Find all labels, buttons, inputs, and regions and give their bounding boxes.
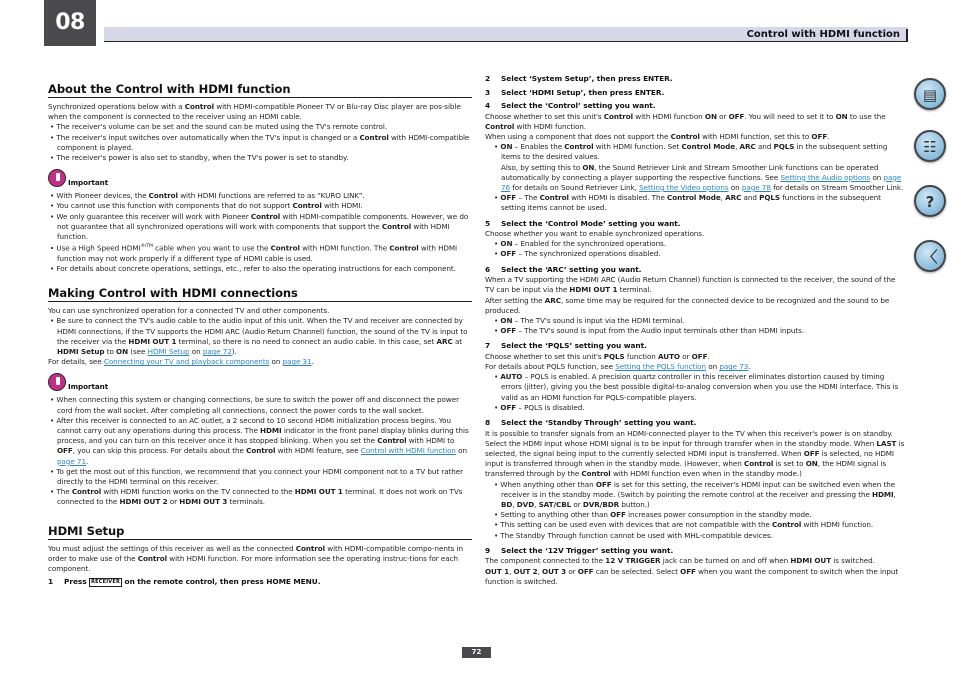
important-label: Important xyxy=(68,178,109,188)
list-item: • The receiver's volume can be set and the sound can be muted using the TV's remote control. xyxy=(50,122,388,132)
chapter-number: 08 xyxy=(44,0,96,46)
link-page-76[interactable]: page 76 xyxy=(501,172,902,192)
list-item: • Use a High Speed $HDMI^{®/TM}$ cable when you want to use the Control with HDMI function. The Control with HDMI function may not work properly if a different type of HDMI cable is used. xyxy=(50,243,458,263)
dictionary-icon[interactable]: 〈 xyxy=(914,240,946,272)
paragraph: When a TV supporting the HDMI ARC (Audio Return Channel) function is connected to the receiver, the sound of the TV can be input via the HDMI OUT 1 terminal. xyxy=(485,275,896,295)
link-page-73[interactable]: page 73 xyxy=(719,362,749,372)
question-icon[interactable]: ? xyxy=(914,185,946,217)
list-item: • ON – The TV's sound is input via the HDMI terminal. xyxy=(494,315,685,325)
link-page-72[interactable]: page 72 xyxy=(202,347,232,357)
paragraph: Choose whether you want to enable synchronized operations. xyxy=(485,229,705,239)
step-9: 9 Select the ‘12V Trigger’ setting you want. xyxy=(485,545,674,555)
paragraph: Choose whether to set this unit's Control with HDMI function ON or OFF. You will need to set it to ON to use the Control with HDMI function. xyxy=(485,111,886,131)
list-item: • The receiver's input switches over automatically when the TV's input is changed or a Control with HDMI-compatible component is played. xyxy=(50,132,470,152)
list-item: • ON – Enables the Control with HDMI function. Set Control Mode, ARC and PQLS in the subsequent setting items to the desired values. xyxy=(494,142,888,162)
section-title-hdmi-setup: HDMI Setup xyxy=(48,524,472,540)
list-item: • After this receiver is connected to an AC outlet, a 2 second to 10 second HDMI initialization process begins. You cannot carry out any operations during this process. The HDMI indicator in the front panel display blinks during this process, and you can turn on this receiver once it has stopped blinking. When you set the Control with HDMI to OFF, you can skip this process. For details about the Control with HDMI feature, see Control with HDMI function on page 71. xyxy=(50,415,469,466)
important-icon xyxy=(48,373,66,391)
list-item: • ON – Enabled for the synchronized operations. xyxy=(494,239,666,249)
list-item: • OFF – PQLS is disabled. xyxy=(494,402,585,412)
paragraph: When using a component that does not support the Control with HDMI function, set this to OFF. xyxy=(485,131,830,141)
paragraph: After setting the ARC, some time may be required for the connected device to be recognized and the sound to be produced. xyxy=(485,295,890,315)
step-3: 3 Select ‘HDMI Setup’, then press ENTER. xyxy=(485,87,665,97)
list-item: • OFF – The TV's sound is input from the Audio input terminals other than HDMI inputs. xyxy=(494,326,805,336)
list-item: • When anything other than OFF is set for this setting, the receiver's HDMI input can be switched even when the receiver is in the standby mode. (Switch by pointing the remote control at the receiver and pressing the HDMI, BD, DVD, SAT/CBL or DVR/BDR button.) xyxy=(494,479,896,509)
paragraph: The component connected to the 12 V TRIGGER jack can be turned on and off when HDMI OUT is switched. OUT 1, OUT 2, OUT 3 or OFF can be selected. Select OFF when you want the component to switch when the input function is switched. xyxy=(485,556,899,586)
step-4: 4 Select the ‘Control’ setting you want. xyxy=(485,101,656,110)
link-page-78[interactable]: page 78 xyxy=(741,182,771,192)
receiver-key-icon: RECEIVER xyxy=(91,579,121,586)
list-item: • OFF – The synchronized operations disabled. xyxy=(494,249,661,259)
list-item: • To get the most out of this function, we recommend that you connect your HDMI component not to a TV but rather directly to the HDMI terminal on this receiver. xyxy=(50,466,464,487)
list-item: • With Pioneer devices, the Control with HDMI functions are referred to as “KURO LINK”. xyxy=(50,191,365,201)
link-hdmi-setup[interactable]: HDMI Setup xyxy=(147,347,190,357)
section-title-connections: Making Control with HDMI connections xyxy=(48,286,472,302)
book-icon[interactable]: ▤ xyxy=(914,78,946,110)
step-7: 7 Select the ‘PQLS’ setting you want. xyxy=(485,341,647,351)
step-6: 6 Select the ‘ARC’ setting you want. xyxy=(485,264,642,274)
link-connecting-tv[interactable]: Connecting your TV and playback components xyxy=(103,357,270,367)
list-item: • AUTO – PQLS is enabled. A precision quartz controller in this receiver eliminates distortion caused by timing errors (jitter), giving you the best possible digital-to-analog conversion when you use the HDMI interface. This is valid as an HDMI function for PQLS-compatible players. xyxy=(494,372,899,402)
remote-icon[interactable]: ☷ xyxy=(914,130,946,162)
paragraph: Also, by setting this to ON, the Sound Retriever Link and Stream Smoother Link functions can be operated automatically by connecting a player supporting the respective functions. See Setting the Audio options on page 76 for details on Sound Retriever Link, Setting the Video options on page 78 for details on Stream Smoother Link. xyxy=(501,162,904,192)
step-2: 2 Select ‘System Setup’, then press ENTER. xyxy=(485,74,673,83)
paragraph: You must adjust the settings of this receiver as well as the connected Control with HDMI-compatible compo-nents in order to make use of the Control with HDMI function. For more information see the operating instruc-tions for each component. xyxy=(48,543,463,574)
list-item: • When connecting this system or changing connections, be sure to switch the power off and disconnect the power cord from the wall socket. After completing all connections, connect the power cords to the wall socket. xyxy=(50,395,459,415)
right-column xyxy=(485,74,905,587)
link-pqls-function[interactable]: Setting the PQLS function xyxy=(615,362,707,372)
list-item: • The Control with HDMI function works on the TV connected to the HDMI OUT 1 terminal. It does not work on TVs connected to the HDMI OUT 2 or HDMI OUT 3 terminals. xyxy=(50,487,463,507)
important-header xyxy=(48,373,472,395)
link-video-options[interactable]: Setting the Video options xyxy=(639,182,729,192)
paragraph: Select the HDMI input whose HDMI signal is to be input for through transfer when in the standby mode. When LAST is selected, the signal being input to the currently selected HDMI input is transferred. When OFF is selected, no HDMI input is transferred through when in the standby mode. (However, when Control is set to ON, the HDMI signal is transferred through by the Control with HDMI function even when in the standby mode.) xyxy=(485,438,905,479)
list-item: • You cannot use this function with components that do not support Control with HDMI. xyxy=(50,201,363,211)
link-audio-options[interactable]: Setting the Audio options xyxy=(780,172,871,182)
header-title: Control with HDMI function xyxy=(746,29,900,40)
step-1: 1 Press RECEIVER on the remote control, then press HOME MENU. xyxy=(48,577,321,587)
link-page-31[interactable]: page 31 xyxy=(282,357,312,367)
important-header xyxy=(48,169,472,191)
paragraph: It is possible to transfer signals from an HDMI-connected player to the TV when this receiver's power is on standby. xyxy=(485,428,893,438)
paragraph: Synchronized operations below with a Control with HDMI-compatible Pioneer TV or Blu-ray Disc player are pos-sible when the component is connected to the receiver using an HDMI cable. xyxy=(48,102,461,122)
paragraph: You can use synchronized operation for a connected TV and other components. xyxy=(48,306,330,316)
list-item: • For details about concrete operations, settings, etc., refer to also the operating instructions for each component. xyxy=(50,264,456,274)
paragraph: Choose whether to set this unit's PQLS function AUTO or OFF. xyxy=(485,351,710,361)
important-label: Important xyxy=(68,382,109,392)
page-number: 72 xyxy=(462,647,491,658)
list-item: • OFF – The Control with HDMI is disabled. The Control Mode, ARC and PQLS functions in the subsequent setting items cannot be used. xyxy=(494,193,881,213)
step-5: 5 Select the ‘Control Mode’ setting you want. xyxy=(485,218,681,228)
link-control-hdmi[interactable]: Control with HDMI function xyxy=(360,446,456,456)
list-item: • The receiver's power is also set to standby, when the TV's power is set to standby. xyxy=(50,153,349,163)
list-item: • Setting to anything other than OFF increases power consumption in the standby mode. xyxy=(494,510,812,520)
list-item: • This setting can be used even with devices that are not compatible with the Control with HDMI function. xyxy=(494,520,874,530)
list-item: • Be sure to connect the TV's audio cable to the audio input of this unit. When the TV and receiver are connected by HDMI connections, if the TV supports the HDMI ARC (Audio Return Channel) function, the sound of the TV is input to the receiver via the HDMI OUT 1 terminal, so there is no need to connect an audio cable. In this case, set ARC at HDMI Setup to ON (see HDMI Setup on page 72). xyxy=(50,316,468,357)
paragraph: For details, see Connecting your TV and playback components on page 31. xyxy=(48,357,314,367)
section-title-about: About the Control with HDMI function xyxy=(48,82,472,98)
list-item: • We only guarantee this receiver will work with Pioneer Control with HDMI-compatible components. However, we do not guarantee that all synchronized operations will work with components that support the Control with HDMI function. xyxy=(50,211,469,242)
link-page-71[interactable]: page 71 xyxy=(57,456,86,466)
list-item: • The Standby Through function cannot be used with MHL-compatible devices. xyxy=(494,530,773,540)
step-8: 8 Select the ‘Standby Through’ setting you want. xyxy=(485,418,697,428)
left-column xyxy=(48,82,472,588)
header-tick xyxy=(906,29,908,41)
header-bar xyxy=(104,27,908,42)
paragraph: For details about PQLS function, see Setting the PQLS function on page 73. xyxy=(485,362,751,372)
important-icon xyxy=(48,169,66,187)
